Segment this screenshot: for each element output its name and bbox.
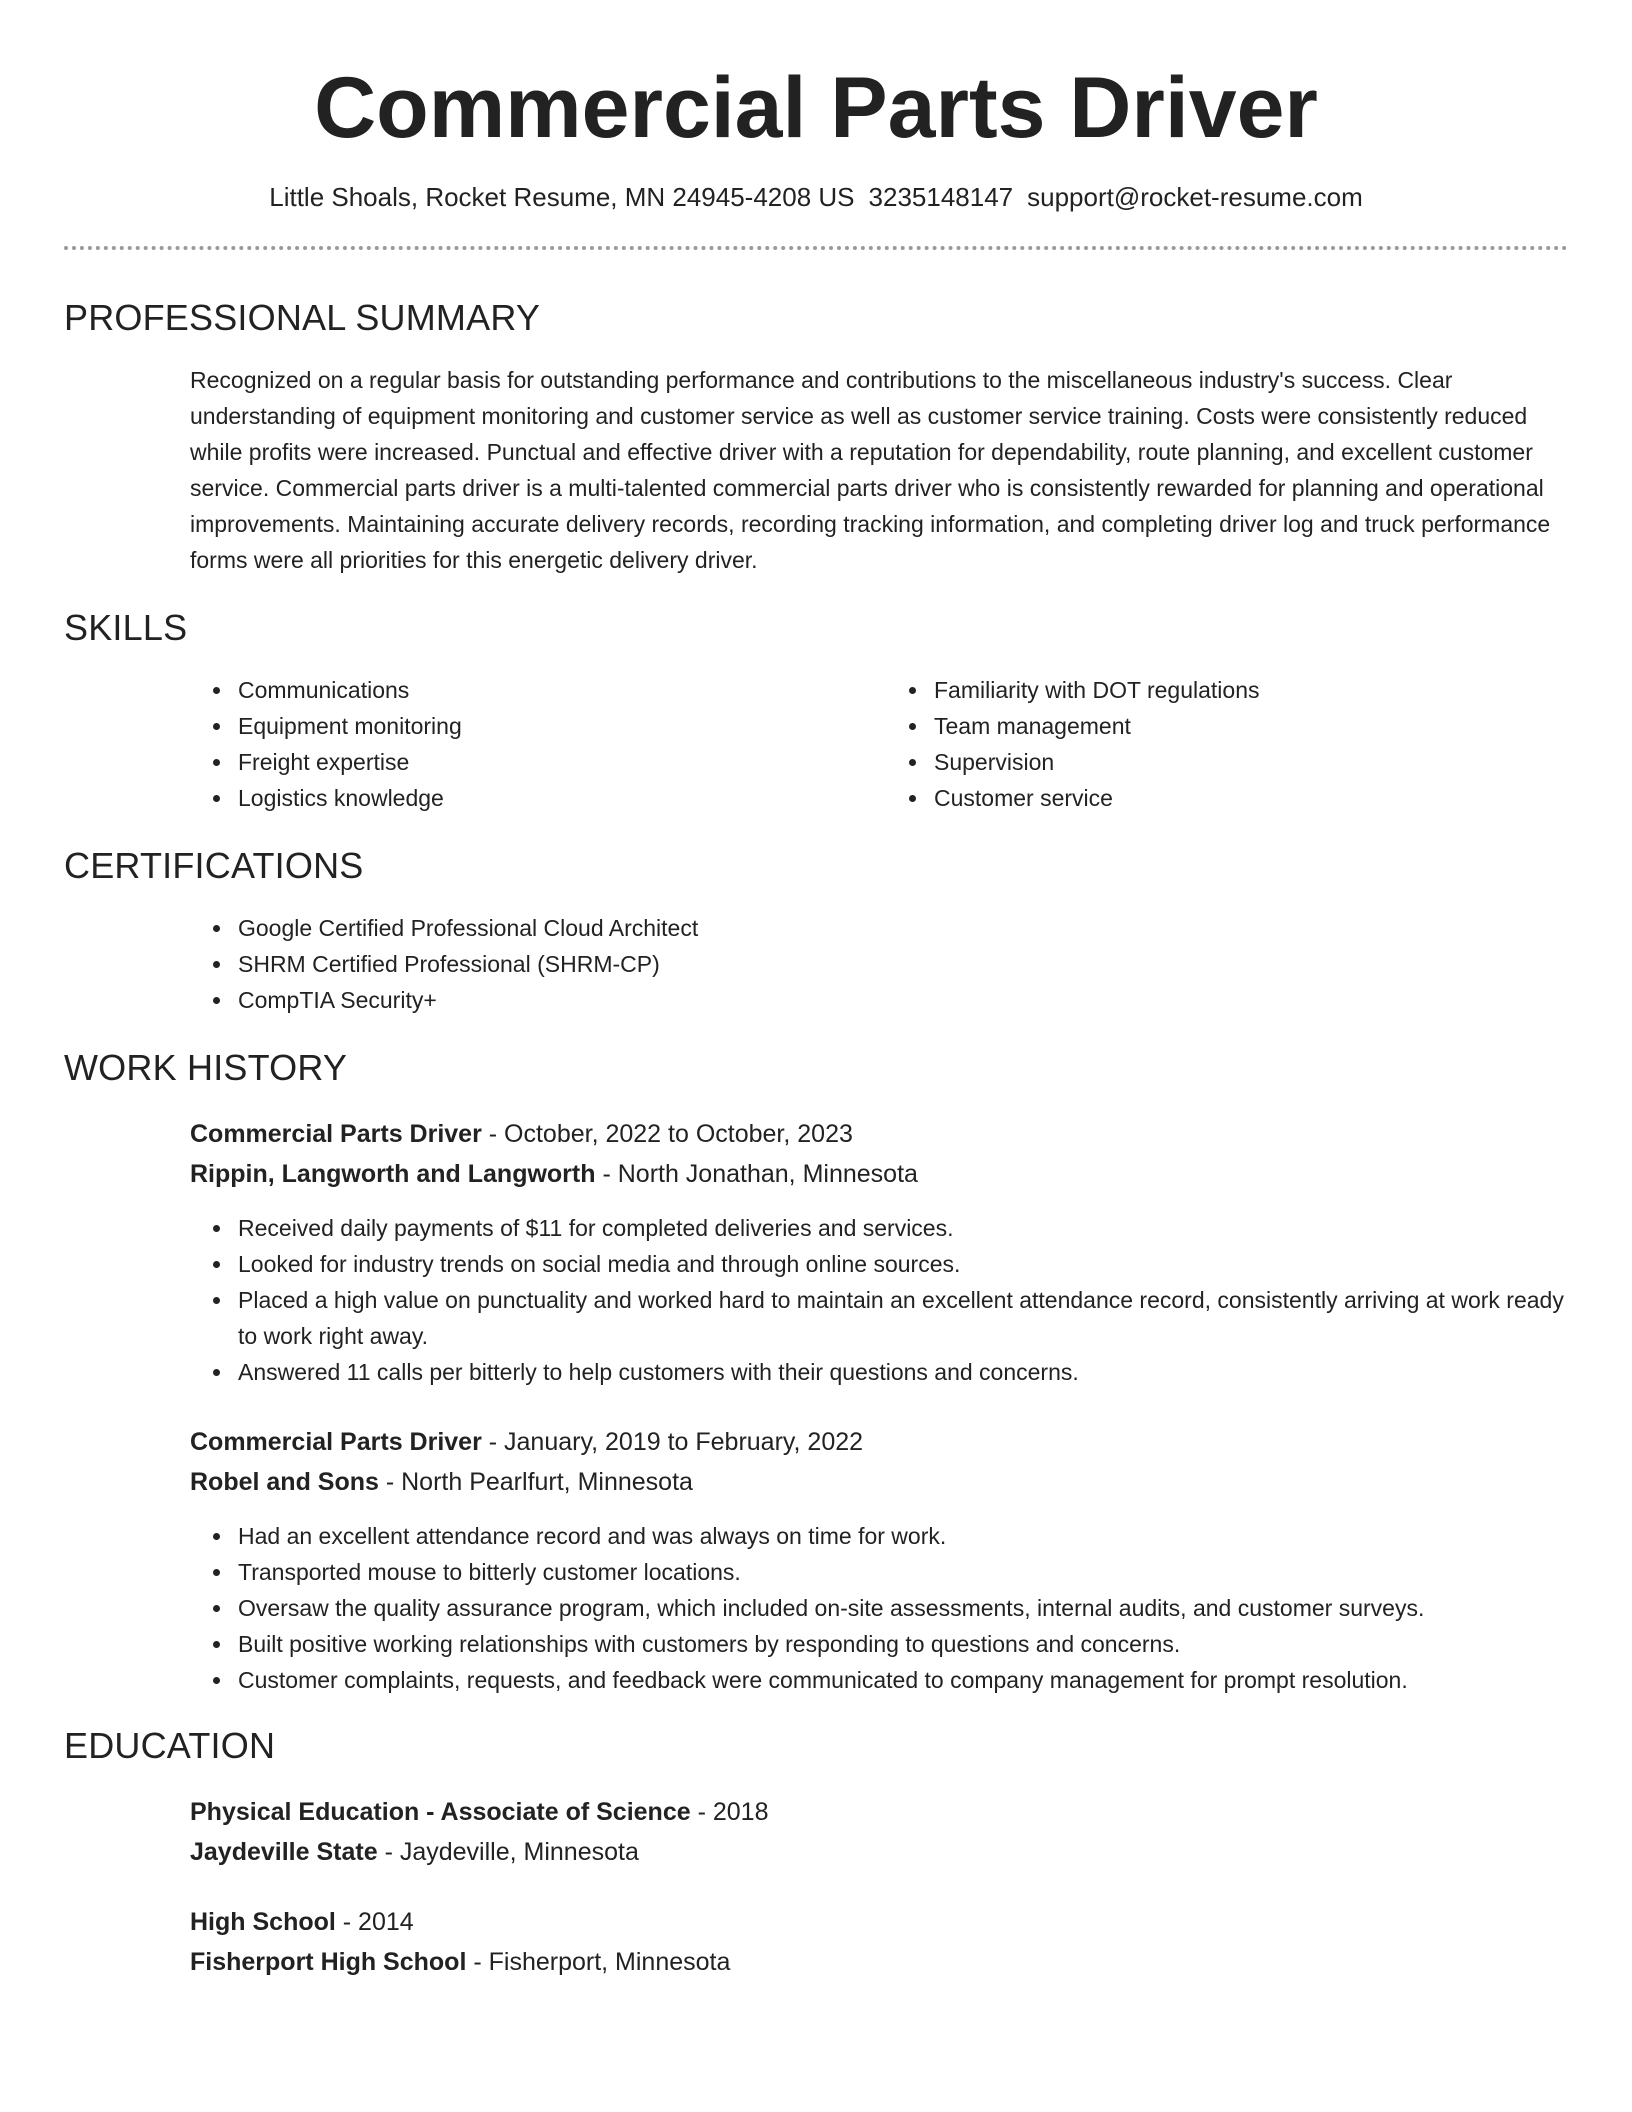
job-company-line [190,1462,1568,1502]
header-divider [64,246,1568,250]
summary-text: Recognized on a regular basis for outstanding performance and contributions to the miscellaneous industry's success. Clear understanding of equipment monitoring and customer service as well as customer service training. Costs were consistently reduced while profits were increased. Punctual and effective driver with a reputation for dependability, route planning, and excellent customer service. Commercial parts driver is a multi-talented commercial parts driver who is consistently rewarded for planning and operational improvements. Maintaining accurate delivery records, recording tracking information, and completing driver log and truck performance forms were all priorities for this energetic delivery driver. [190,367,1551,573]
education-degree: High School [190,1908,336,1936]
job-duty-item: • Built positive working relationships with customers by responding to questions and concerns. [234,1626,1568,1662]
job-entry [64,1114,1568,1390]
job-entry [64,1422,1568,1698]
job-title-line [190,1422,1568,1462]
education-degree: Physical Education - Associate of Science [190,1798,691,1826]
resume-name: Commercial Parts Driver [314,60,1318,156]
skills-column-left [64,672,744,816]
education-year: - 2014 [335,1908,414,1936]
skills-column-right [744,672,1424,816]
resume-page [64,0,1568,1982]
certification-item: • CompTIA Security+ [234,982,1568,1018]
job-dates: - January, 2019 to February, 2022 [481,1428,864,1456]
job-duty-item: • Customer complaints, requests, and feedback were communicated to company management for prompt resolution. [234,1662,1568,1698]
job-duties [64,1518,1568,1698]
contact-email: support@rocket-resume.com [1027,182,1363,212]
education-location: - Fisherport, Minnesota [466,1948,731,1976]
education-school: Fisherport High School [190,1948,467,1976]
summary-heading: PROFESSIONAL SUMMARY [64,297,541,338]
contact-phone: 3235148147 [868,182,1014,212]
job-title-line [190,1114,1568,1154]
job-location: - North Jonathan, Minnesota [595,1160,918,1188]
education-school: Jaydeville State [190,1838,378,1866]
skill-item: • Logistics knowledge [234,780,744,816]
job-duty-item: • Had an excellent attendance record and was always on time for work. [234,1518,1568,1554]
job-company: Rippin, Langworth and Langworth [190,1160,596,1188]
job-duty-item: • Transported mouse to bitterly customer locations. [234,1554,1568,1590]
education-degree-line [190,1792,1568,1832]
skill-item: • Freight expertise [234,744,744,780]
skills-list [64,672,1568,816]
certification-item: • SHRM Certified Professional (SHRM-CP) [234,946,1568,982]
education-entry [64,1902,1568,1982]
skills-heading: SKILLS [64,607,188,648]
skill-item: • Supervision [930,744,1424,780]
skill-item: • Customer service [930,780,1424,816]
job-duties [64,1210,1568,1390]
education-location: - Jaydeville, Minnesota [377,1838,639,1866]
contact-address: Little Shoals, Rocket Resume, MN 24945-4208 US [269,182,855,212]
education-year: - 2018 [690,1798,769,1826]
job-dates: - October, 2022 to October, 2023 [481,1120,853,1148]
certification-item: • Google Certified Professional Cloud Architect [234,910,1568,946]
work-history-heading: WORK HISTORY [64,1047,348,1088]
job-company: Robel and Sons [190,1468,379,1496]
education-school-line [190,1832,1568,1872]
education-heading: EDUCATION [64,1725,276,1766]
job-duty-item: • Oversaw the quality assurance program, which included on-site assessments, internal audits, and customer surveys. [234,1590,1568,1626]
job-duty-item: • Looked for industry trends on social media and through online sources. [234,1246,1568,1282]
job-duty-item: • Placed a high value on punctuality and worked hard to maintain an excellent attendance record, consistently arriving at work ready to work right away. [234,1282,1568,1354]
certifications-heading: CERTIFICATIONS [64,845,364,886]
job-duty-item: • Received daily payments of $11 for completed deliveries and services. [234,1210,1568,1246]
skill-item: • Equipment monitoring [234,708,744,744]
skill-item: • Team management [930,708,1424,744]
contact-line [64,180,1568,214]
education-entry [64,1792,1568,1872]
job-role: Commercial Parts Driver [190,1428,482,1456]
job-duty-item: • Answered 11 calls per bitterly to help customers with their questions and concerns. [234,1354,1568,1390]
education-school-line [190,1942,1568,1982]
certifications-list [64,910,1568,1018]
job-role: Commercial Parts Driver [190,1120,482,1148]
job-company-line [190,1154,1568,1194]
skill-item: • Communications [234,672,744,708]
skill-item: • Familiarity with DOT regulations [930,672,1424,708]
job-location: - North Pearlfurt, Minnesota [378,1468,693,1496]
education-degree-line [190,1902,1568,1942]
